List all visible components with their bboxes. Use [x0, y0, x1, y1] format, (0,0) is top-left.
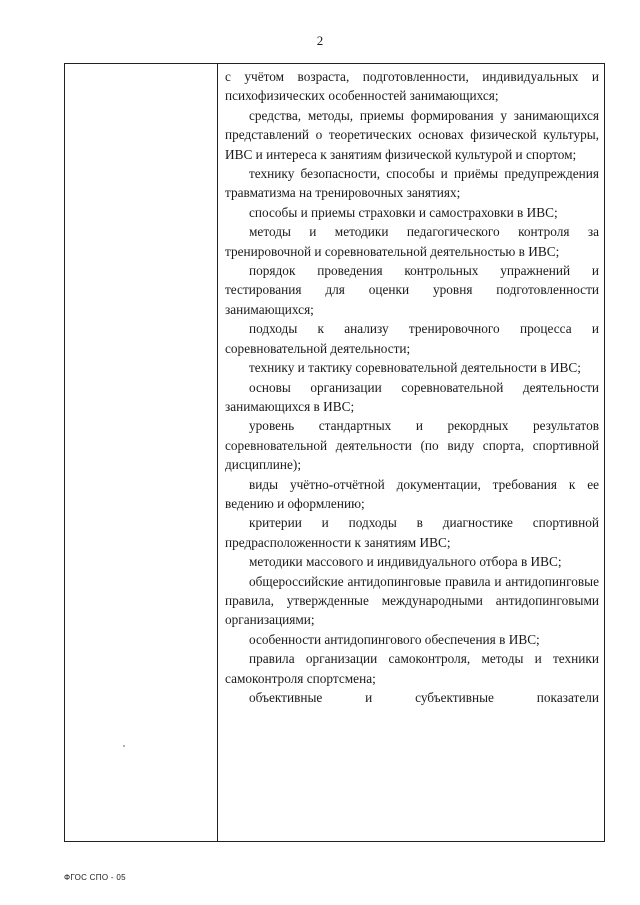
paragraph: способы и приемы страховки и самостраховки в ИВС; [249, 204, 558, 220]
content-table [64, 63, 605, 842]
paragraph: виды учётно-отчётной документации, требования к ее ведению и оформлению; [225, 476, 599, 511]
paragraph: порядок проведения контрольных упражнений и тестирования для оценки уровня подготовленности занимающихся; [225, 263, 599, 317]
paragraph: технику и тактику соревновательной деятельности в ИВС; [249, 360, 581, 376]
paragraph: общероссийские антидопинговые правила и антидопинговые правила, утвержденные международными антидопинговыми организациями; [225, 573, 599, 628]
page-number: 2 [316, 33, 324, 48]
paragraph: особенности антидопингового обеспечения в ИВС; [249, 631, 540, 647]
paragraph: с учётом возраста, подготовленности, индивидуальных и психофизических особенностей занимающихся; [225, 69, 599, 104]
paragraph: средства, методы, приемы формирования у занимающихся представлений о теоретических основах физической культуры, ИВС и интереса к занятиям физической культурой и спортом; [225, 107, 599, 162]
paragraph: уровень стандартных и рекордных результатов соревновательной деятельности (по виду спорта, спортивной дисциплине); [225, 418, 599, 473]
paragraph: технику безопасности, способы и приёмы предупреждения травматизма на тренировочных занятиях; [225, 166, 599, 201]
paragraph: методики массового и индивидуального отбора в ИВС; [249, 554, 562, 570]
paragraph: подходы к анализу тренировочного процесса и соревновательной деятельности; [225, 321, 599, 356]
table-text-cell [225, 67, 599, 707]
paragraph: критерии и подходы в диагностике спортивной предрасположенности к занятиям ИВС; [225, 515, 599, 550]
paragraph: правила организации самоконтроля, методы и техники самоконтроля спортсмена; [225, 651, 599, 686]
paragraph: методы и методики педагогического контроля за тренировочной и соревновательной деятельностью в ИВС; [225, 224, 599, 259]
footer-document-code: ФГОС СПО - 05 [64, 873, 126, 882]
paragraph: основы организации соревновательной деятельности занимающихся в ИВС; [225, 379, 599, 414]
paragraph: объективные и субъективные показатели [249, 690, 599, 705]
column-divider [217, 64, 218, 841]
scan-speck [123, 745, 125, 747]
